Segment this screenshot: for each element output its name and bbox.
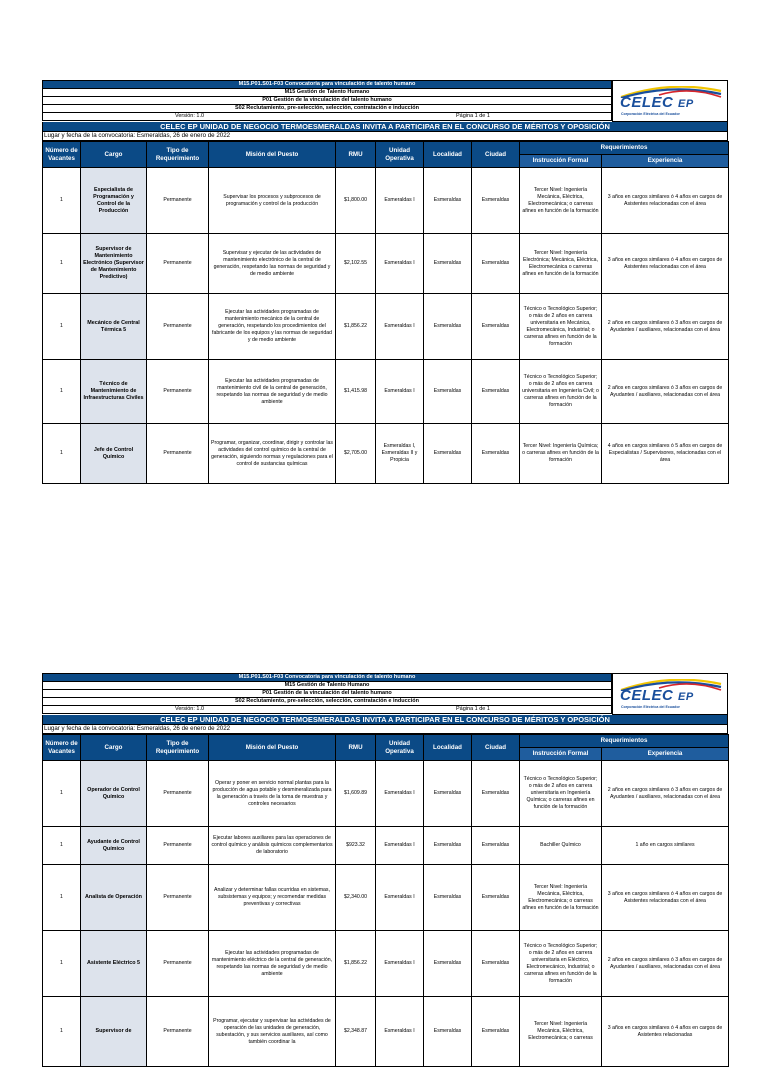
requirement-type-cell: Permanente <box>147 865 209 931</box>
vacancies-cell: 1 <box>43 827 81 865</box>
operating-unit-cell: Esmeraldas I <box>376 761 424 827</box>
education-cell: Bachiller Químico <box>520 827 602 865</box>
city-cell: Esmeraldas <box>472 827 520 865</box>
locality-cell: Esmeraldas <box>424 360 472 424</box>
vacancies-cell: 1 <box>43 865 81 931</box>
city-cell: Esmeraldas <box>472 234 520 294</box>
experience-cell: 3 años en cargos similares ó 4 años en cargos de Asistentes relacionadas <box>602 997 729 1067</box>
col-cargo: Cargo <box>81 142 147 168</box>
experience-cell: 2 años en cargos similares ó 3 años en cargos de Ayudantes / auxiliares, relacionadas con el área <box>602 761 729 827</box>
mission-cell: Ejecutar las actividades programadas de mantenimiento civil de la central de generación, respetando las normas de seguridad y de medio ambiente <box>209 360 336 424</box>
operating-unit-cell: Esmeraldas I, Esmeraldas II y Propicia <box>376 424 424 484</box>
education-cell: Tercer Nivel: Ingeniería Mecánica, Eléctrica, Electromecánica; o carreras <box>520 997 602 1067</box>
rmu-cell: $1,856.22 <box>336 294 376 360</box>
education-cell: Técnico o Tecnológico Superior; o más de 2 años en carrera universitaria en Mecánica, Electromecánica, Industrial; o carreras afines en función de la formación <box>520 294 602 360</box>
table-row <box>43 360 729 424</box>
macro-process: M15 Gestión de Talento Humano <box>42 681 612 689</box>
logo-tagline: Corporación Eléctrica del Ecuador <box>621 112 680 116</box>
version: Versión: 1.0 <box>175 706 205 712</box>
experience-cell: 3 años en cargos similares ó 4 años en cargos de Asistentes relacionadas con el área <box>602 865 729 931</box>
form-code: M15.P01.S01-F03 Convocatoria para vinculación de talento humano <box>42 80 612 88</box>
form-header-text <box>42 80 612 121</box>
version-row <box>42 705 612 714</box>
table-row <box>43 168 729 234</box>
locality-cell: Esmeraldas <box>424 294 472 360</box>
position-cell: Operador de Control Químico <box>81 761 147 827</box>
table-header-row <box>43 735 729 748</box>
col-unidad: Unidad Operativa <box>376 735 424 761</box>
rmu-cell: $2,102.55 <box>336 234 376 294</box>
table-row <box>43 234 729 294</box>
requirement-type-cell: Permanente <box>147 234 209 294</box>
vacancies-cell: 1 <box>43 168 81 234</box>
position-cell: Asistente Eléctrico 5 <box>81 931 147 997</box>
col-unidad: Unidad Operativa <box>376 142 424 168</box>
city-cell: Esmeraldas <box>472 360 520 424</box>
place-date: Lugar y fecha de la convocatoria: Esmeraldas, 26 de enero de 2022 <box>42 132 728 141</box>
rmu-cell: $2,705.00 <box>336 424 376 484</box>
experience-cell: 3 años en cargos similares ó 4 años en cargos de Asistentes relacionadas con el área <box>602 234 729 294</box>
col-rmu: RMU <box>336 735 376 761</box>
table-row <box>43 761 729 827</box>
mission-cell: Analizar y determinar fallas ocurridas en sistemas, subsistemas y equipos; y recomendar medidas preventivas y correctivas <box>209 865 336 931</box>
announcement-sheet-1 <box>42 80 728 484</box>
requirement-type-cell: Permanente <box>147 761 209 827</box>
announcement-sheet-2 <box>42 673 728 1067</box>
mission-cell: Supervisar y ejecutar de las actividades de mantenimiento electrónico de la central de generación, respetando las normas de seguridad y de medio ambiente <box>209 234 336 294</box>
operating-unit-cell: Esmeraldas I <box>376 865 424 931</box>
education-cell: Tercer Nivel: Ingeniería Química; o carreras afines en función de la formación <box>520 424 602 484</box>
operating-unit-cell: Esmeraldas I <box>376 234 424 294</box>
subprocess: S02 Reclutamiento, pre-selección, selección, contratación e inducción <box>42 697 612 705</box>
position-cell: Supervisor de <box>81 997 147 1067</box>
logo-wordmark: CELEC EP <box>620 687 694 704</box>
operating-unit-cell: Esmeraldas I <box>376 168 424 234</box>
position-cell: Técnico de Mantenimiento de Infraestructuras Civiles <box>81 360 147 424</box>
form-code: M15.P01.S01-F03 Convocatoria para vinculación de talento humano <box>42 673 612 681</box>
requirement-type-cell: Permanente <box>147 827 209 865</box>
rmu-cell: $1,415.98 <box>336 360 376 424</box>
vacancies-table <box>42 141 729 484</box>
requirement-type-cell: Permanente <box>147 424 209 484</box>
rmu-cell: $2,348.87 <box>336 997 376 1067</box>
locality-cell: Esmeraldas <box>424 865 472 931</box>
position-cell: Mecánico de Central Térmica 5 <box>81 294 147 360</box>
mission-cell: Programar, ejecutar y supervisar las actividades de operación de las unidades de generación, subestación, y sus servicios auxiliares, así como también coordinar la <box>209 997 336 1067</box>
process: P01 Gestión de la vinculación del talento humano <box>42 689 612 697</box>
city-cell: Esmeraldas <box>472 294 520 360</box>
logo-tagline: Corporación Eléctrica del Ecuador <box>621 705 680 709</box>
city-cell: Esmeraldas <box>472 997 520 1067</box>
table-body <box>43 168 729 484</box>
position-cell: Especialista de Programación y Control de la Producción <box>81 168 147 234</box>
mission-cell: Operar y poner en servicio normal plantas para la producción de agua potable y desmineralizada para la generación a través de la toma de muestras y controles necesarios <box>209 761 336 827</box>
col-localidad: Localidad <box>424 735 472 761</box>
locality-cell: Esmeraldas <box>424 931 472 997</box>
position-cell: Supervisor de Mantenimiento Electrónico (Supervisor de Mantenimiento Predictivo) <box>81 234 147 294</box>
position-cell: Analista de Operación <box>81 865 147 931</box>
rmu-cell: $923.32 <box>336 827 376 865</box>
announcement-title: CELEC EP UNIDAD DE NEGOCIO TERMOESMERALDAS INVITA A PARTICIPAR EN EL CONCURSO DE MÉRITOS Y OPOSICIÓN <box>42 715 728 725</box>
mission-cell: Ejecutar las actividades programadas de mantenimiento eléctrico de la central de generación, respetando las normas de seguridad y de medio ambiente <box>209 931 336 997</box>
mission-cell: Programar, organizar, coordinar, dirigir y controlar las actividades del control químico de la central de generación, siguiendo normas y regulaciones para el control de sustancias químicas <box>209 424 336 484</box>
mission-cell: Supervisar los procesos y subprocesos de programación y control de la producción <box>209 168 336 234</box>
col-tipo: Tipo de Requerimiento <box>147 735 209 761</box>
operating-unit-cell: Esmeraldas I <box>376 931 424 997</box>
form-header-text <box>42 673 612 714</box>
page-number: Página 1 de 1 <box>456 113 490 119</box>
page-number: Página 1 de 1 <box>456 706 490 712</box>
col-mision: Misión del Puesto <box>209 735 336 761</box>
operating-unit-cell: Esmeraldas I <box>376 997 424 1067</box>
locality-cell: Esmeraldas <box>424 424 472 484</box>
col-instruccion: Instrucción Formal <box>520 155 602 168</box>
rmu-cell: $1,800.00 <box>336 168 376 234</box>
requirement-type-cell: Permanente <box>147 294 209 360</box>
table-body <box>43 761 729 1067</box>
vacancies-cell: 1 <box>43 234 81 294</box>
locality-cell: Esmeraldas <box>424 234 472 294</box>
table-header-row <box>43 142 729 155</box>
col-vacantes: Número de Vacantes <box>43 735 81 761</box>
locality-cell: Esmeraldas <box>424 827 472 865</box>
locality-cell: Esmeraldas <box>424 761 472 827</box>
experience-cell: 3 años en cargos similares ó 4 años en cargos de Asistentes relacionadas con el área <box>602 168 729 234</box>
col-tipo: Tipo de Requerimiento <box>147 142 209 168</box>
mission-cell: Ejecutar las actividades programadas de mantenimiento mecánico de la central de generación, respetando los procedimientos del fabricante de los equipos y las normas de seguridad y de medio ambiente <box>209 294 336 360</box>
subprocess: S02 Reclutamiento, pre-selección, selección, contratación e inducción <box>42 104 612 112</box>
education-cell: Tercer Nivel: Ingeniería Mecánica, Eléctrica, Electromecánica; o carreras afines en función de la formación <box>520 865 602 931</box>
col-experiencia: Experiencia <box>602 748 729 761</box>
requirement-type-cell: Permanente <box>147 360 209 424</box>
form-header <box>42 80 728 122</box>
table-row <box>43 997 729 1067</box>
rmu-cell: $1,609.89 <box>336 761 376 827</box>
col-ciudad: Ciudad <box>472 142 520 168</box>
city-cell: Esmeraldas <box>472 168 520 234</box>
col-experiencia: Experiencia <box>602 155 729 168</box>
city-cell: Esmeraldas <box>472 931 520 997</box>
vacancies-cell: 1 <box>43 761 81 827</box>
table-row <box>43 865 729 931</box>
position-cell: Ayudante de Control Químico <box>81 827 147 865</box>
logo-wordmark: CELEC EP <box>620 94 694 111</box>
col-requerimientos: Requerimientos <box>520 142 729 155</box>
vacancies-cell: 1 <box>43 997 81 1067</box>
table-row <box>43 424 729 484</box>
requirement-type-cell: Permanente <box>147 931 209 997</box>
table-row <box>43 294 729 360</box>
education-cell: Técnico o Tecnológico Superior; o más de 2 años en carrera universitaria en Ingeniería Civil; o carreras afines en función de la formación <box>520 360 602 424</box>
city-cell: Esmeraldas <box>472 865 520 931</box>
mission-cell: Ejecutar labores auxiliares para las operaciones de control químico y análisis químicos complementarios de laboratorio <box>209 827 336 865</box>
operating-unit-cell: Esmeraldas I <box>376 360 424 424</box>
col-requerimientos: Requerimientos <box>520 735 729 748</box>
version: Versión: 1.0 <box>175 113 205 119</box>
experience-cell: 2 años en cargos similares ó 3 años en cargos de Ayudantes / auxiliares, relacionadas con el área <box>602 931 729 997</box>
city-cell: Esmeraldas <box>472 424 520 484</box>
rmu-cell: $1,856.22 <box>336 931 376 997</box>
experience-cell: 2 años en cargos similares ó 3 años en cargos de Ayudantes / auxiliares, relacionadas con el área <box>602 294 729 360</box>
locality-cell: Esmeraldas <box>424 997 472 1067</box>
col-localidad: Localidad <box>424 142 472 168</box>
operating-unit-cell: Esmeraldas I <box>376 827 424 865</box>
process: P01 Gestión de la vinculación del talento humano <box>42 96 612 104</box>
form-header <box>42 673 728 715</box>
position-cell: Jefe de Control Químico <box>81 424 147 484</box>
experience-cell: 2 años en cargos similares ó 3 años en cargos de Ayudantes / auxiliares, relacionadas con el área <box>602 360 729 424</box>
announcement-title: CELEC EP UNIDAD DE NEGOCIO TERMOESMERALDAS INVITA A PARTICIPAR EN EL CONCURSO DE MÉRITOS Y OPOSICIÓN <box>42 122 728 132</box>
rmu-cell: $2,340.00 <box>336 865 376 931</box>
vacancies-cell: 1 <box>43 931 81 997</box>
education-cell: Tercer Nivel: Ingeniería Mecánica, Eléctrica, Electromecánica; o carreras afines en función de la formación <box>520 168 602 234</box>
col-instruccion: Instrucción Formal <box>520 748 602 761</box>
vacancies-cell: 1 <box>43 294 81 360</box>
experience-cell: 4 años en cargos similares ó 5 años en cargos de Especialistas / Supervisores, relacionadas con el área <box>602 424 729 484</box>
col-cargo: Cargo <box>81 735 147 761</box>
celec-logo <box>612 673 728 715</box>
education-cell: Técnico o Tecnológico Superior; o más de 2 años en carrera universitaria en Ingeniería Química; o carreras afines en función de la formación <box>520 761 602 827</box>
place-date: Lugar y fecha de la convocatoria: Esmeraldas, 26 de enero de 2022 <box>42 725 728 734</box>
vacancies-table <box>42 734 729 1067</box>
requirement-type-cell: Permanente <box>147 168 209 234</box>
operating-unit-cell: Esmeraldas I <box>376 294 424 360</box>
vacancies-cell: 1 <box>43 360 81 424</box>
col-mision: Misión del Puesto <box>209 142 336 168</box>
version-row <box>42 112 612 121</box>
requirement-type-cell: Permanente <box>147 997 209 1067</box>
education-cell: Tercer Nivel: Ingeniería Electrónica; Mecánica, Eléctrica, Electromecánica o carreras afines en función de la formación <box>520 234 602 294</box>
education-cell: Técnico o Tecnológico Superior; o más de 2 años en carrera universitaria en Eléctrico, Electromecánico, Industrial; o carreras afines en función de la formación <box>520 931 602 997</box>
table-row <box>43 827 729 865</box>
col-vacantes: Número de Vacantes <box>43 142 81 168</box>
celec-logo <box>612 80 728 122</box>
col-rmu: RMU <box>336 142 376 168</box>
macro-process: M15 Gestión de Talento Humano <box>42 88 612 96</box>
city-cell: Esmeraldas <box>472 761 520 827</box>
vacancies-cell: 1 <box>43 424 81 484</box>
experience-cell: 1 año en cargos similares <box>602 827 729 865</box>
col-ciudad: Ciudad <box>472 735 520 761</box>
locality-cell: Esmeraldas <box>424 168 472 234</box>
table-row <box>43 931 729 997</box>
